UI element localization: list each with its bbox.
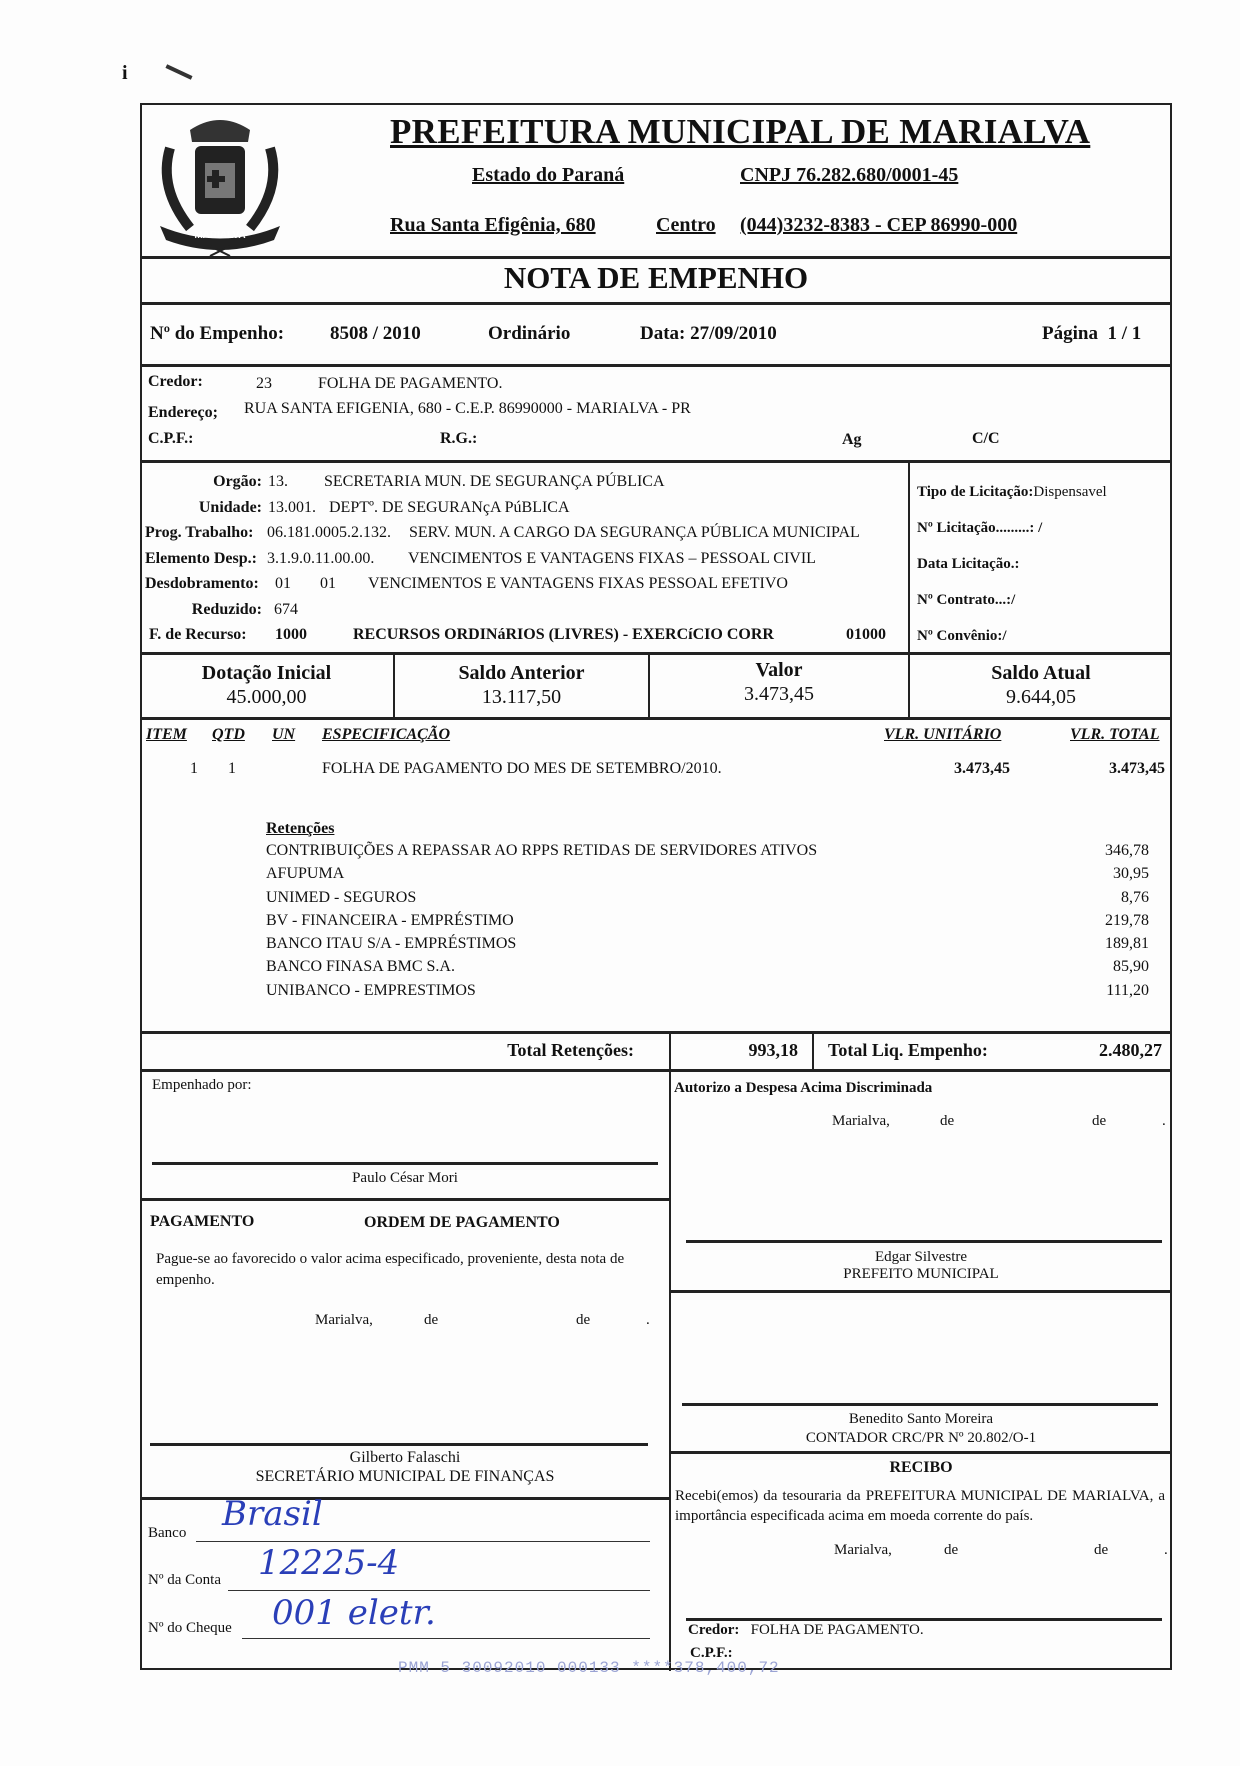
page-number: Página 1 / 1 <box>1042 323 1142 344</box>
prefeito-signature: Edgar Silvestre PREFEITO MUNICIPAL <box>843 1249 999 1282</box>
recibo-de2: de <box>1094 1542 1109 1558</box>
bank-authentication-stamp: PMM 5 30092010 000133 ****378,400,72 <box>398 1659 780 1677</box>
conta-label: Nº da Conta <box>148 1572 221 1588</box>
recibo-de1: de <box>944 1542 959 1558</box>
col-unit: VLR. UNITÁRIO <box>884 726 1002 743</box>
pagamento-text: Pague-se ao favorecido o valor acima especificado, proveniente, desta nota de empenho. <box>156 1251 625 1288</box>
empenhado-signer: Paulo César Mori <box>352 1170 458 1186</box>
list-item: BV - FINANCEIRA - EMPRÉSTIMO 219,78 <box>266 911 1149 929</box>
credor-label: Credor: <box>148 373 203 390</box>
recibo-text: Recebi(emos) da tesouraria da PREFEITURA MUNICIPAL DE MARIALVA, a importância especificada acima em moeda corrente do país. <box>675 1488 1165 1524</box>
banco-field[interactable]: Brasil <box>222 1494 323 1534</box>
empenho-type: Ordinário <box>488 323 571 344</box>
empenho-date: Data: 27/09/2010 <box>640 323 777 344</box>
total-liquido-value: 2.480,27 <box>1099 1040 1162 1060</box>
retencoes-title: Retenções <box>266 820 335 837</box>
col-spec: ESPECIFICAÇÃO <box>322 726 451 743</box>
licitacao-block: Tipo de Licitação:Dispensavel Nº Licitação.........: / Data Licitação.: Nº Contrato...:/ Nº Convênio:/ <box>917 484 1107 644</box>
recibo-cpf-label: C.P.F.: <box>690 1645 733 1661</box>
credor-code: 23 <box>256 375 272 392</box>
ordem-pagamento-title: ORDEM DE PAGAMENTO <box>364 1214 560 1231</box>
list-item: BANCO ITAU S/A - EMPRÉSTIMOS 189,81 <box>266 935 1149 953</box>
secretario-signature: Gilberto Falaschi SECRETÁRIO MUNICIPAL DE FINANÇAS <box>255 1449 555 1485</box>
total-retencoes-label: Total Retenções: <box>507 1040 634 1060</box>
rg-label: R.G.: <box>440 430 478 447</box>
recibo-title: RECIBO <box>889 1459 953 1476</box>
credor-name: FOLHA DE PAGAMENTO. <box>318 375 503 392</box>
crest-icon <box>150 108 290 258</box>
autorizo-de1: de <box>940 1113 955 1129</box>
list-item: UNIBANCO - EMPRESTIMOS 111,20 <box>266 981 1149 999</box>
empenhado-label: Empenhado por: <box>152 1077 252 1093</box>
pagamento-dot: . <box>646 1312 650 1328</box>
recibo-credor: Credor: FOLHA DE PAGAMENTO. <box>688 1622 924 1638</box>
banco-label: Banco <box>148 1525 187 1541</box>
pagamento-de1: de <box>424 1312 439 1328</box>
autorizo-title: Autorizo a Despesa Acima Discriminada <box>674 1080 933 1096</box>
state-name: Estado do Paraná <box>472 164 625 186</box>
pagamento-de2: de <box>576 1312 591 1328</box>
credor-address: RUA SANTA EFIGENIA, 680 - C.E.P. 86990000 - MARIALVA - PR <box>244 400 691 417</box>
recibo-dot: . <box>1164 1542 1168 1558</box>
district: Centro <box>656 214 716 236</box>
saldo-anterior: Saldo Anterior 13.117,50 <box>458 662 585 708</box>
list-item: AFUPUMA 30,95 <box>266 865 1149 883</box>
list-item: BANCO FINASA BMC S.A. 85,90 <box>266 958 1149 976</box>
total-retencoes-value: 993,18 <box>748 1040 798 1060</box>
col-item: ITEM <box>146 726 187 743</box>
empenho-number: 8508 / 2010 <box>330 323 421 344</box>
cheque-label: Nº do Cheque <box>148 1620 232 1636</box>
col-qtd: QTD <box>212 726 245 743</box>
document-title: NOTA DE EMPENHO <box>503 260 809 295</box>
staple-mark <box>165 64 192 79</box>
cnpj: CNPJ 76.282.680/0001-45 <box>740 164 959 186</box>
dotacao-block: Orgão: 13. SECRETARIA MUN. DE SEGURANÇA PÚBLICA Unidade: 13.001. DEPTº. DE SEGURANçA PúBLICA Prog. Trabalho: 06.181.0005.2.132. SERV. MUN. A CARGO DA SEGURANÇA PÚBLICA MUNICIPAL Elemento Desp.: 3.1.9.0.11.00.00. VENCIMENTOS E VANTAGENS FIXAS – PESSOAL CIVIL Desdobramento: 01 01 VENCIMENTOS E VANTAGENS FIXAS PESSOAL EFETIVO Reduzido: 674 F. de Recurso: 1000 RECURSOS ORDINáRIOS (LIVRES) - EXERCíCIO CORR 01000 <box>145 473 886 643</box>
col-total: VLR. TOTAL <box>1070 726 1160 743</box>
list-item: UNIMED - SEGUROS 8,76 <box>266 888 1149 906</box>
autorizo-place: Marialva, <box>832 1113 890 1129</box>
margin-mark: i <box>122 62 128 84</box>
total-liquido-label: Total Liq. Empenho: <box>828 1040 988 1060</box>
agency-label: Ag <box>842 431 862 448</box>
phone-cep: (044)3232-8383 - CEP 86990-000 <box>740 214 1018 236</box>
autorizo-de2: de <box>1092 1113 1107 1129</box>
org-title: PREFEITURA MUNICIPAL DE MARIALVA <box>390 112 1091 151</box>
pagamento-place: Marialva, <box>315 1312 373 1328</box>
empenho-number-label: Nº do Empenho: <box>150 323 285 344</box>
address: Rua Santa Efigênia, 680 <box>390 214 596 236</box>
cheque-field[interactable]: 001 eletr. <box>272 1593 436 1633</box>
retencoes-list <box>266 839 1149 1002</box>
list-item: CONTRIBUIÇÕES A REPASSAR AO RPPS RETIDAS DE SERVIDORES ATIVOS 346,78 <box>266 842 1149 859</box>
pagamento-label: PAGAMENTO <box>150 1213 255 1230</box>
recibo-place: Marialva, <box>834 1542 892 1558</box>
dotacao-inicial: Dotação Inicial 45.000,00 <box>201 662 332 708</box>
address-label: Endereço; <box>148 404 218 421</box>
contador-signature: Benedito Santo Moreira CONTADOR CRC/PR Nº 20.802/O-1 <box>805 1411 1037 1446</box>
conta-field[interactable]: 12225-4 <box>258 1543 400 1583</box>
autorizo-dot: . <box>1162 1113 1166 1129</box>
account-label: C/C <box>972 430 1000 447</box>
col-un: UN <box>272 726 296 743</box>
valor: Valor 3.473,45 <box>744 659 814 705</box>
saldo-atual: Saldo Atual 9.644,05 <box>991 662 1091 708</box>
svg-text:MARIALVA: MARIALVA <box>194 230 246 241</box>
cpf-label: C.P.F.: <box>148 430 194 447</box>
